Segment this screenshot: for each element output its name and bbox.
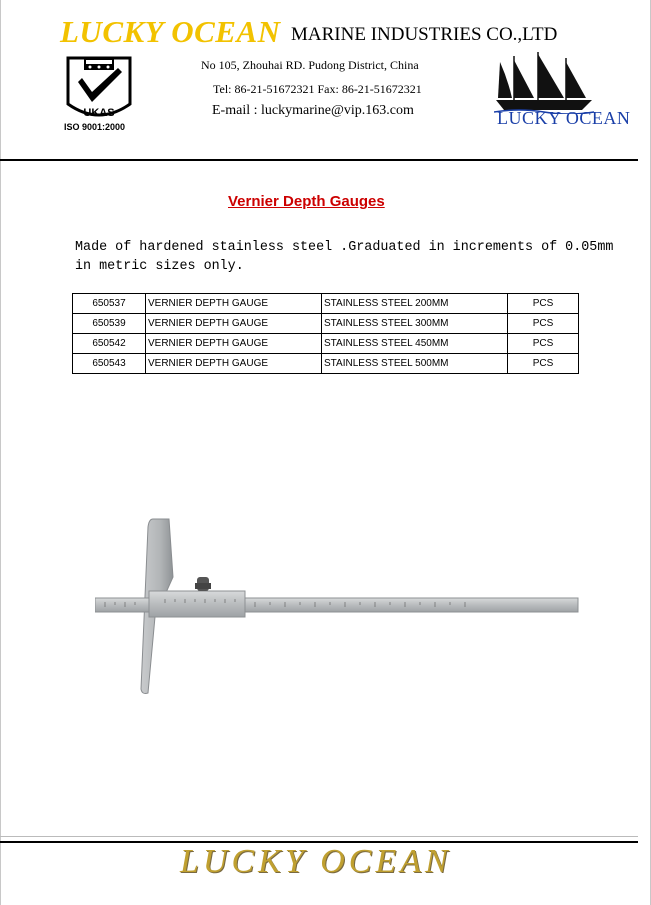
item-unit: PCS (508, 294, 579, 314)
checkmark-icon (78, 68, 122, 102)
iso-label: ISO 9001:2000 (64, 122, 126, 132)
product-description: Made of hardened stainless steel .Graduated in increments of 0.05mm in metric sizes only. (75, 240, 614, 274)
page-title: Vernier Depth Gauges (228, 193, 385, 210)
footer-divider-thin (0, 836, 638, 837)
company-address: No 105, Zhouhai RD. Pudong District, China (201, 58, 419, 72)
footer-brand: LUCKY OCEAN (180, 843, 452, 880)
table-row (73, 334, 579, 354)
item-unit: PCS (508, 314, 579, 334)
table-row (73, 354, 579, 374)
logo-wordmark: LUCKY OCEAN (497, 108, 631, 128)
company-tel-fax: Tel: 86-21-51672321 Fax: 86-21-51672321 (213, 82, 422, 96)
table-row (73, 314, 579, 334)
item-name: VERNIER DEPTH GAUGE (146, 314, 322, 334)
item-spec: STAINLESS STEEL 500MM (322, 354, 508, 374)
table-row (73, 294, 579, 314)
item-code: 650542 (73, 334, 146, 354)
item-unit: PCS (508, 334, 579, 354)
company-email: E-mail : luckymarine@vip.163.com (212, 103, 414, 118)
item-name: VERNIER DEPTH GAUGE (146, 334, 322, 354)
ukas-label: UKAS (83, 107, 115, 119)
item-spec: STAINLESS STEEL 300MM (322, 314, 508, 334)
item-code: 650537 (73, 294, 146, 314)
crown-icon (84, 58, 114, 70)
item-code: 650543 (73, 354, 146, 374)
item-spec: STAINLESS STEEL 200MM (322, 294, 508, 314)
sailing-ship-logo-icon (494, 52, 594, 114)
page-border-left (0, 0, 1, 905)
item-name: VERNIER DEPTH GAUGE (146, 294, 322, 314)
header-divider (0, 159, 638, 161)
company-name: MARINE INDUSTRIES CO.,LTD (291, 24, 558, 45)
product-table (72, 293, 579, 374)
vernier-depth-gauge-image (95, 517, 580, 695)
brand-name: LUCKY OCEAN (60, 14, 281, 49)
item-code: 650539 (73, 314, 146, 334)
item-unit: PCS (508, 354, 579, 374)
item-name: VERNIER DEPTH GAUGE (146, 354, 322, 374)
item-spec: STAINLESS STEEL 450MM (322, 334, 508, 354)
